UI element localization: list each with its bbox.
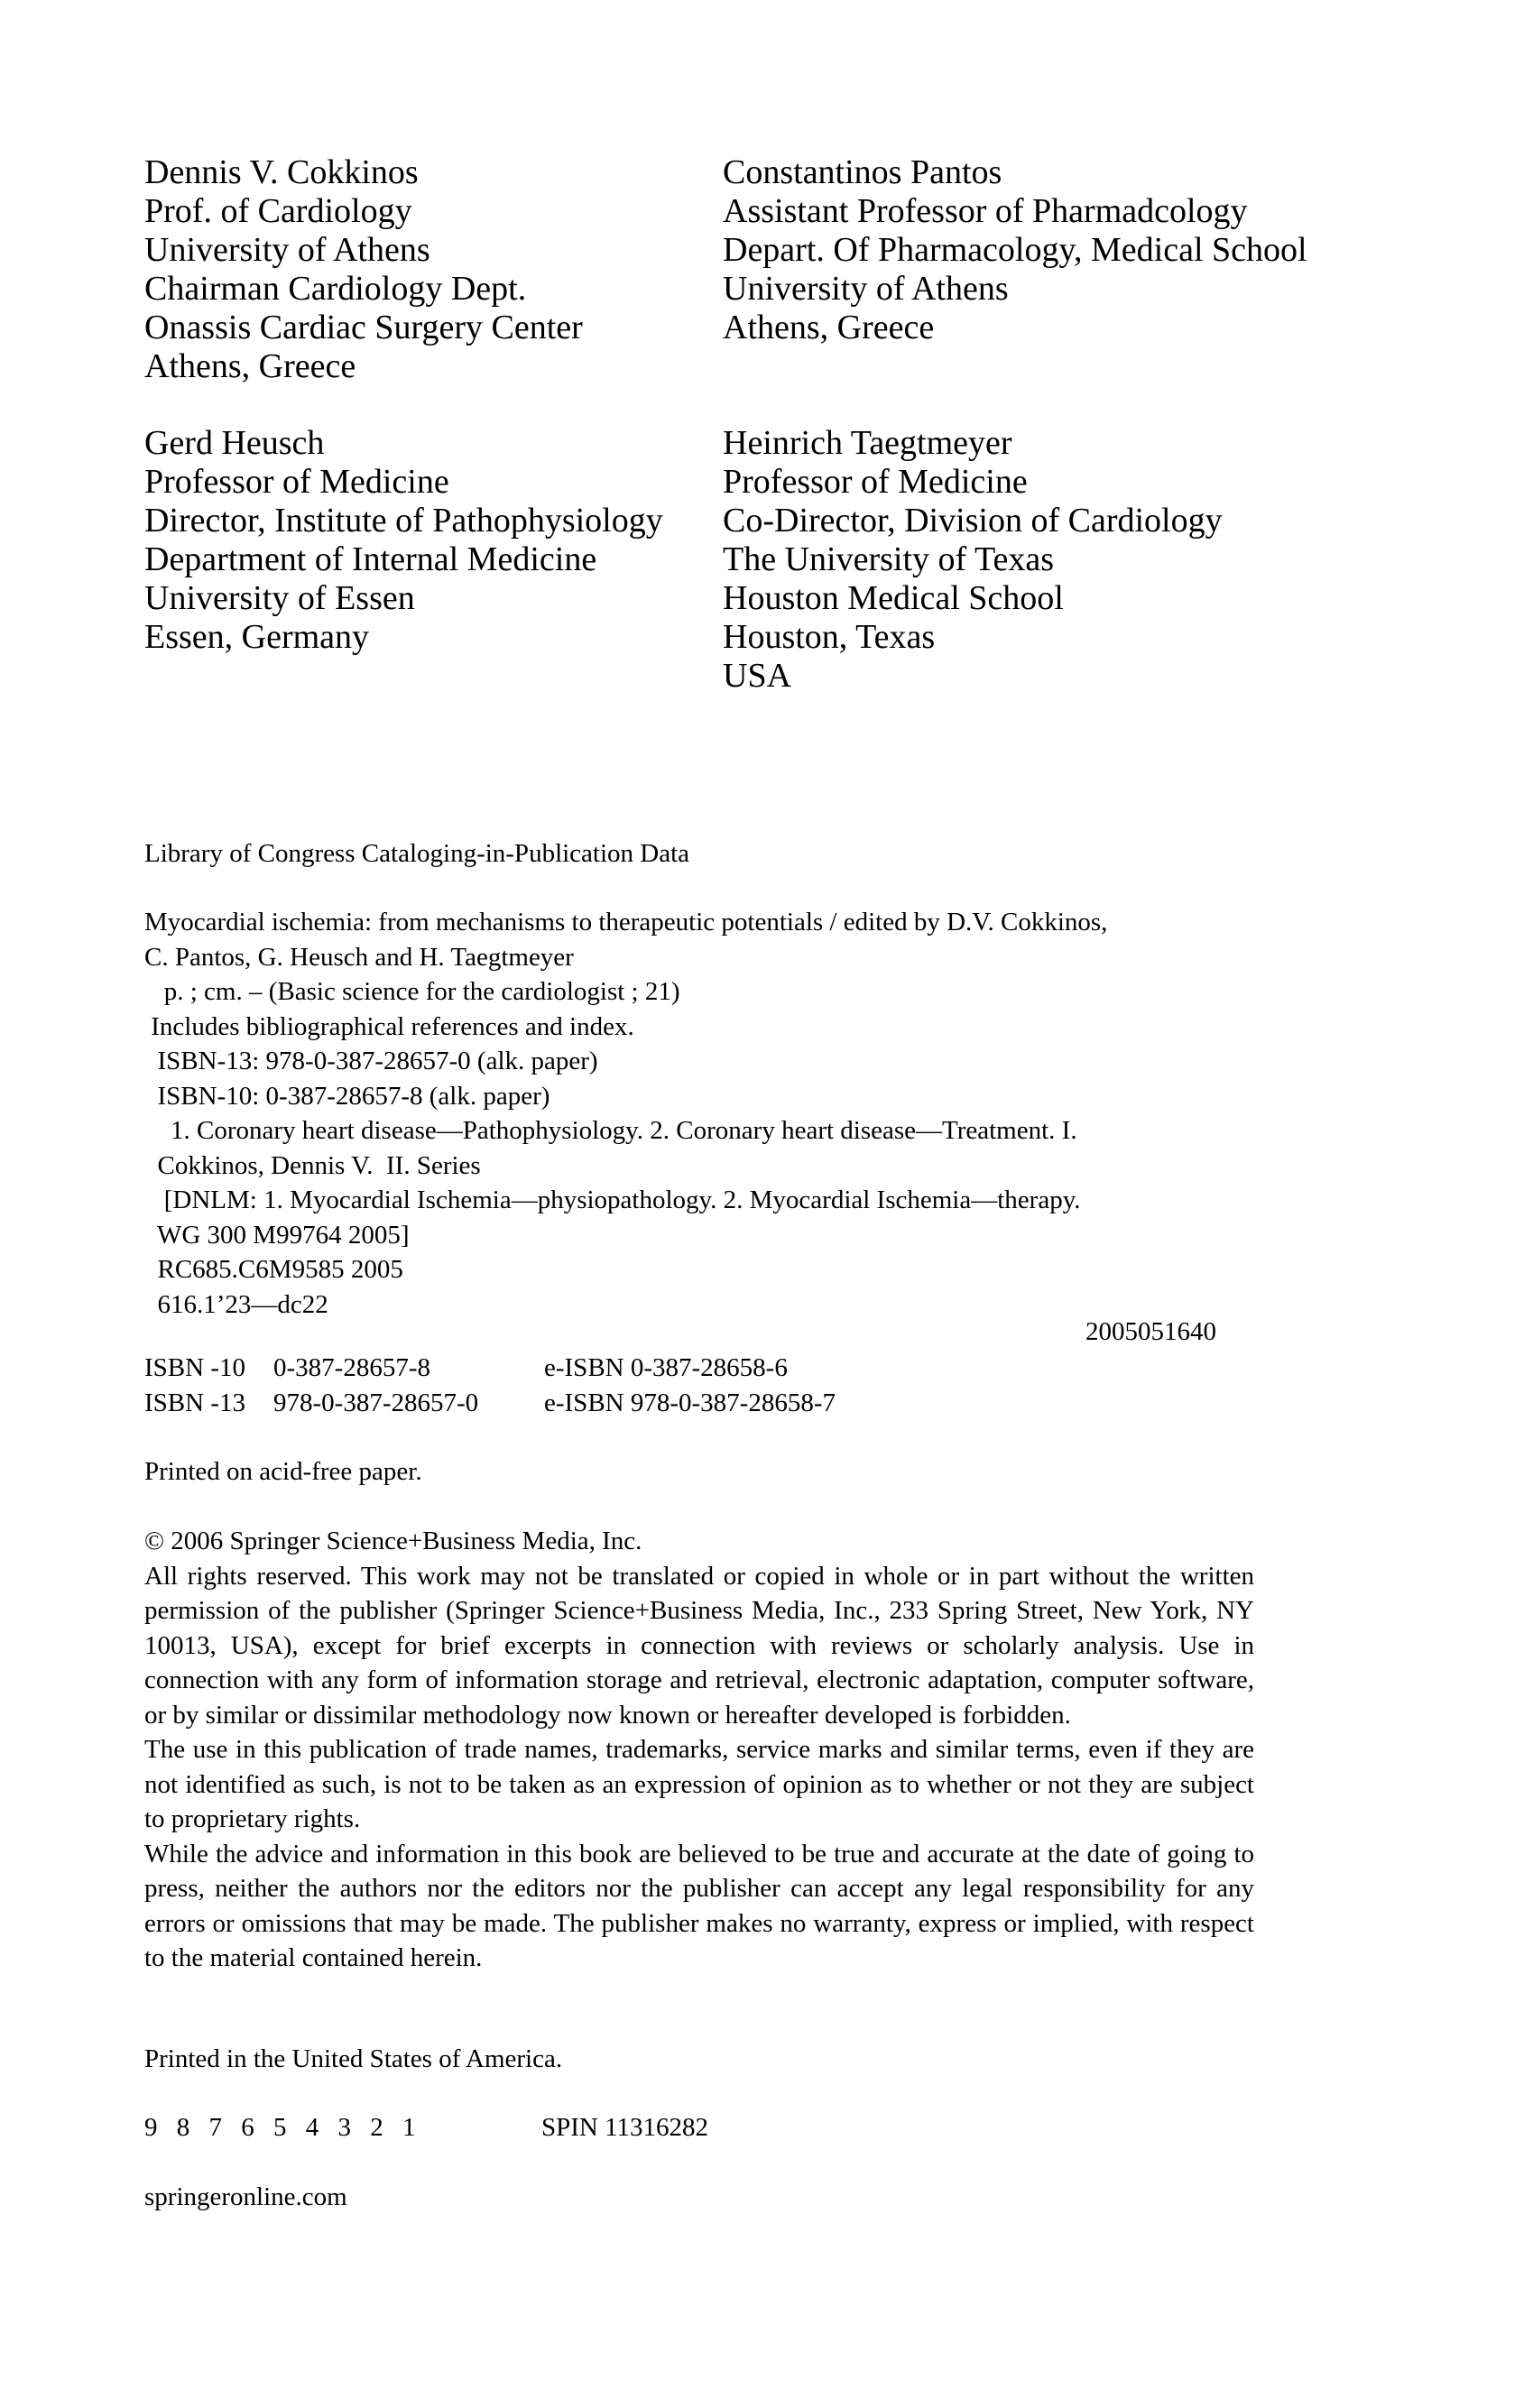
editor-affiliation-line: University of Athens: [723, 270, 1009, 308]
isbn-label: ISBN -13: [144, 1388, 245, 1417]
eisbn-value: e-ISBN 978-0-387-28658-7: [544, 1388, 836, 1417]
print-line: [144, 2110, 709, 2145]
editor-affiliation-line: Professor of Medicine: [723, 463, 1028, 501]
editor-affiliation-line: Prof. of Cardiology: [144, 192, 412, 230]
editor-affiliation-line: Houston Medical School: [723, 579, 1064, 617]
cip-line: Includes bibliographical references and index.: [144, 1011, 634, 1041]
editor-block-pantos: [723, 153, 1307, 347]
editor-affiliation-line: Chairman Cardiology Dept.: [144, 270, 527, 308]
cip-line: p. ; cm. – (Basic science for the cardiologist ; 21): [144, 977, 680, 1006]
isbn-table: [144, 1351, 836, 1420]
editor-block-taegtmeyer: [723, 424, 1223, 696]
isbn-label: ISBN -10: [144, 1353, 245, 1382]
editor-affiliation-line: Co-Director, Division of Cardiology: [723, 502, 1223, 540]
trademark-paragraph: The use in this publication of trade names, trademarks, service marks and similar terms, even if they are not identified as such, is not to be taken as an expression of opinion as to whether or not they are subject to proprietary rights.: [144, 1735, 1254, 1833]
disclaimer-paragraph: While the advice and information in this book are believed to be true and accurate at the date of going to press, neither the authors nor the editors nor the publisher can accept any legal responsibility for any errors or omissions that may be made. The publisher makes no warranty, express or implied, with respect to the material contained herein.: [144, 1839, 1254, 1972]
eisbn-value: e-ISBN 0-387-28658-6: [544, 1353, 788, 1382]
cip-line: C. Pantos, G. Heusch and H. Taegtmeyer: [144, 942, 574, 972]
editor-name: Gerd Heusch: [144, 424, 325, 462]
editor-affiliation-line: Houston, Texas: [723, 618, 936, 656]
acid-free-note: Printed on acid-free paper.: [144, 1457, 422, 1486]
editor-affiliation-line: Professor of Medicine: [144, 463, 449, 501]
cip-line: 616.1’23—dc22: [144, 1289, 328, 1319]
editor-affiliation-line: Essen, Germany: [144, 618, 370, 656]
cip-line: 1. Coronary heart disease—Pathophysiology. 2. Coronary heart disease—Treatment. I.: [144, 1116, 1077, 1145]
isbn-row: [144, 1351, 836, 1386]
cip-line: WG 300 M99764 2005]: [144, 1220, 410, 1250]
isbn-value: 0-387-28657-8: [273, 1353, 430, 1382]
editor-affiliation-line: Department of Internal Medicine: [144, 540, 597, 578]
editor-affiliation-line: Assistant Professor of Pharmadcology: [723, 192, 1248, 230]
cip-line: ISBN-13: 978-0-387-28657-0 (alk. paper): [144, 1047, 598, 1075]
isbn-value: 978-0-387-28657-0: [273, 1388, 479, 1417]
editor-affiliation-line: University of Athens: [144, 231, 430, 269]
editor-block-cokkinos: [144, 153, 583, 386]
editor-affiliation-line: USA: [723, 657, 792, 695]
editor-affiliation-line: Depart. Of Pharmacology, Medical School: [723, 231, 1307, 269]
cip-line: Cokkinos, Dennis V. II. Series: [144, 1150, 481, 1180]
print-run-numbers: 9 8 7 6 5 4 3 2 1: [144, 2113, 422, 2142]
editor-affiliation-line: The University of Texas: [723, 540, 1055, 578]
editor-affiliation-line: Athens, Greece: [723, 309, 935, 346]
editor-name: Constantinos Pantos: [723, 153, 1002, 191]
editor-block-heusch: [144, 424, 663, 657]
isbn-row: [144, 1386, 836, 1421]
cip-line: RC685.C6M9585 2005: [144, 1255, 403, 1284]
editor-affiliation-line: University of Essen: [144, 579, 415, 617]
printed-in-note: Printed in the United States of America.: [144, 2044, 563, 2073]
cip-record: [144, 905, 1107, 1322]
editor-affiliation-line: Athens, Greece: [144, 347, 356, 385]
cip-heading: Library of Congress Cataloging-in-Publication Data: [144, 839, 690, 868]
editor-name: Dennis V. Cokkinos: [144, 153, 419, 191]
cip-line: Myocardial ischemia: from mechanisms to therapeutic potentials / edited by D.V. Cokkinos,: [144, 908, 1108, 936]
spin-number: SPIN 11316282: [541, 2113, 709, 2142]
editor-affiliation-line: Onassis Cardiac Surgery Center: [144, 309, 583, 346]
editor-name: Heinrich Taegtmeyer: [723, 424, 1012, 462]
cip-line: ISBN-10: 0-387-28657-8 (alk. paper): [144, 1081, 550, 1111]
rights-paragraph: All rights reserved. This work may not be translated or copied in whole or in part without the written permission of the publisher (Springer Science+Business Media, Inc., 233 Spring Street, New York, NY 10013, USA), except for brief excerpts in connection with reviews or scholarly analysis. Use in connection with any form of information storage and retrieval, electronic adaptation, computer software, or by similar or dissimilar methodology now known or hereafter developed is forbidden.: [144, 1561, 1254, 1730]
cip-line: [DNLM: 1. Myocardial Ischemia—physiopathology. 2. Myocardial Ischemia—therapy.: [144, 1186, 1081, 1214]
copyright-block: [144, 1524, 1254, 1976]
lccn-number: 2005051640: [1085, 1317, 1216, 1346]
publisher-website[interactable]: springeronline.com: [144, 2182, 347, 2211]
copyright-notice: © 2006 Springer Science+Business Media, Inc.: [144, 1527, 642, 1555]
editor-affiliation-line: Director, Institute of Pathophysiology: [144, 502, 663, 540]
